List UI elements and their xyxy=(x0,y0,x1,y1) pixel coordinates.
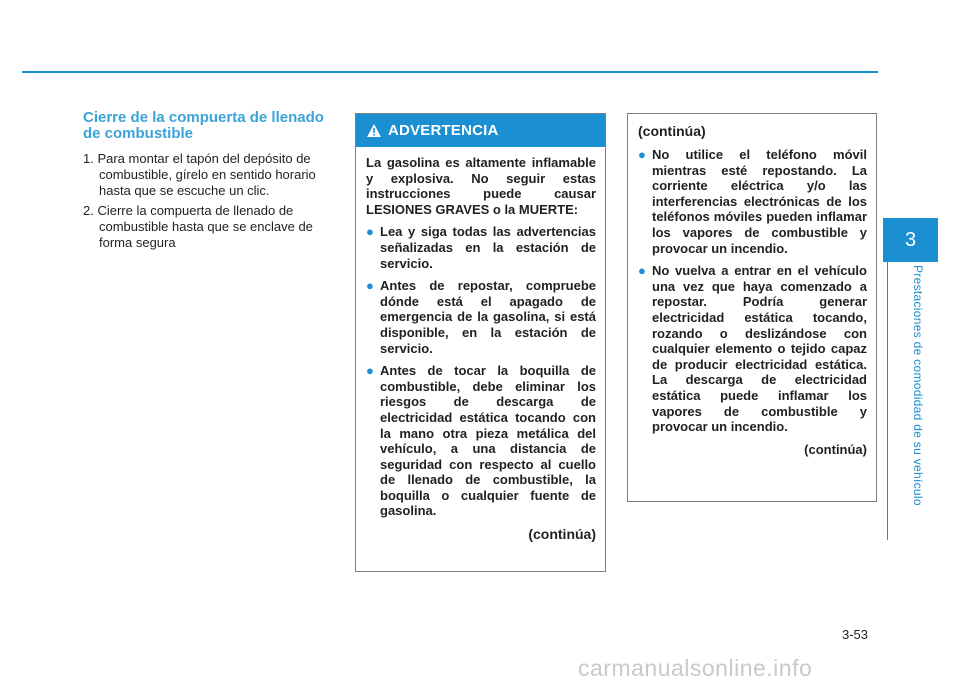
bullet-dot-icon: ● xyxy=(366,224,374,240)
bullet-dot-icon: ● xyxy=(638,263,646,279)
bullet-text: No vuelva a entrar en el vehículo una vez que haya comenzado a repostar. Podría generar electricidad estática tocando, rozando o deslizándose con cualquier elemento o tejido capaz de producir electricidad estática. La descarga de electricidad estática puede inflamar los vapores de combustible y provocar un incendio. xyxy=(652,263,867,435)
bullet-dot-icon: ● xyxy=(638,147,646,162)
warning-bullet xyxy=(366,278,596,356)
bullet-text: Antes de tocar la boquilla de combustible, debe eliminar los riesgos de descarga de electricidad estática tocando con la mano otra pieza metálica del vehículo, a una distancia de seguridad con respecto al cuello de llenado de combustible, la boquilla o cualquier fuente de gasolina. xyxy=(380,363,596,519)
top-rule xyxy=(22,71,878,73)
warning-title: ADVERTENCIA xyxy=(388,122,499,139)
instructions-column xyxy=(83,110,335,255)
continued-box xyxy=(627,113,877,502)
chapter-label: Prestaciones de comodidad de su vehículo xyxy=(911,265,925,506)
warning-continues: (continúa) xyxy=(528,526,596,543)
bullet-text: Lea y siga todas las advertencias señalizadas en la estación de servicio. xyxy=(380,224,596,271)
warning-body xyxy=(356,147,605,542)
bullet-text: No utilice el teléfono móvil mientras esté repostando. La corriente eléctrica y/o las interferencias electrónicas de los teléfonos móviles pueden inflamar los vapores de combustible y provocar un incendio. xyxy=(652,147,867,256)
bullet-dot-icon: ● xyxy=(366,278,374,294)
step-item: 1. Para montar el tapón del depósito de combustible, gírelo en sentido horario hasta que se escuche un clic. xyxy=(83,151,316,198)
watermark: carmanualsonline.info xyxy=(578,655,813,681)
continued-bullet xyxy=(638,147,867,256)
continued-bullet xyxy=(638,263,867,435)
steps-list xyxy=(83,151,335,251)
warning-box xyxy=(355,113,606,572)
warning-triangle-icon xyxy=(367,124,381,137)
side-rule xyxy=(887,260,888,540)
chapter-tab: 3 xyxy=(883,218,938,262)
section-title: Cierre de la compuerta de llenado de combustible xyxy=(83,109,324,142)
bullet-dot-icon: ● xyxy=(366,363,374,379)
step-item: 2. Cierre la compuerta de llenado de combustible hasta que se enclave de forma segura xyxy=(83,203,313,250)
warning-bullet xyxy=(366,363,596,519)
warning-intro: La gasolina es altamente inflamable y explosiva. No seguir estas instrucciones puede causar LESIONES GRAVES o la MUERTE: xyxy=(366,155,596,217)
continued-continues: (continúa) xyxy=(804,441,867,457)
continued-header: (continúa) xyxy=(638,123,706,139)
warning-bullet xyxy=(366,224,596,271)
bullet-text: Antes de repostar, compruebe dónde está el apagado de emergencia de la gasolina, si está disponible, en la estación de servicio. xyxy=(380,278,596,356)
warning-header xyxy=(356,114,605,147)
page-number: 3-53 xyxy=(842,627,869,642)
